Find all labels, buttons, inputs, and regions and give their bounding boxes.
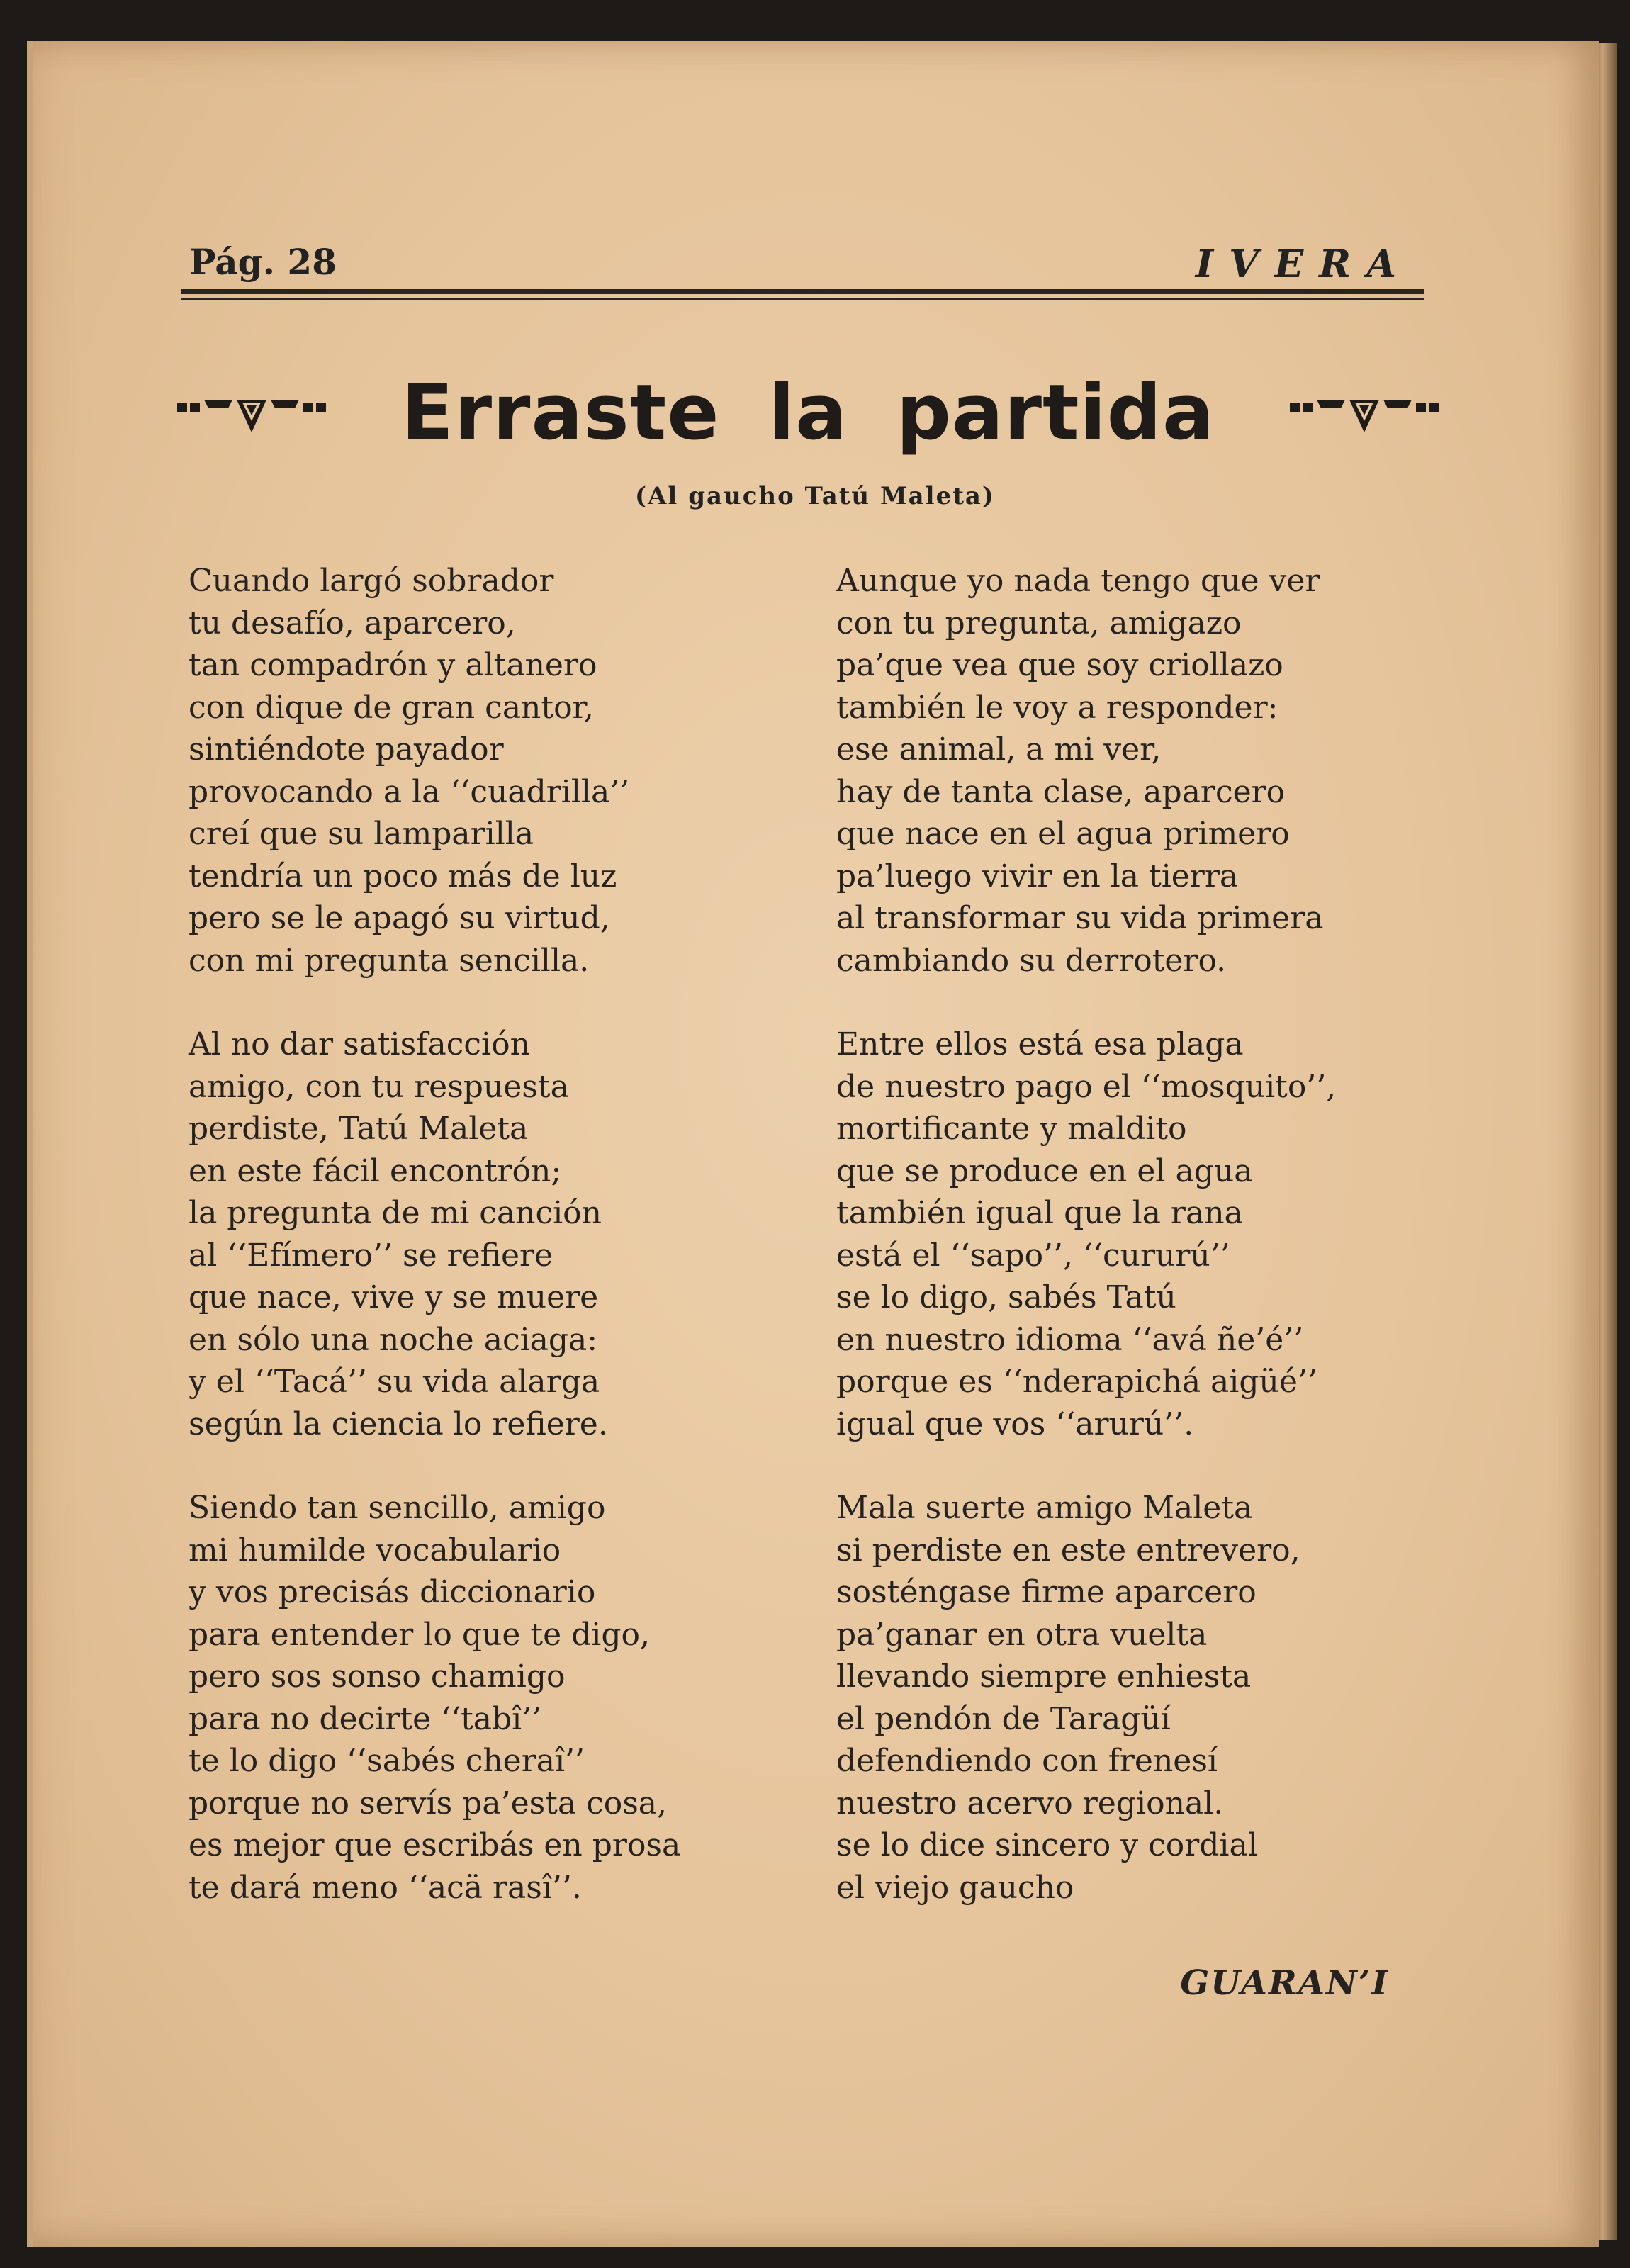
magazine-name: IVERA xyxy=(1195,241,1412,286)
verse-line: tu desafío, aparcero, xyxy=(189,605,516,641)
verse-line: se lo digo, sabés Tatú xyxy=(836,1279,1176,1315)
verse-line: creí que su lamparilla xyxy=(189,816,534,852)
header-rule-thick xyxy=(181,289,1424,294)
verse-line: pa’luego vivir en la tierra xyxy=(836,858,1239,894)
verse-line: pa’ganar en otra vuelta xyxy=(836,1616,1208,1653)
verse-line: Entre ellos está esa plaga xyxy=(836,1026,1244,1062)
verse-line: Al no dar satisfacción xyxy=(189,1026,530,1062)
verse-line: Mala suerte amigo Maleta xyxy=(836,1490,1253,1526)
verse-line: Cuando largó sobrador xyxy=(189,563,554,599)
verse-line: porque es ‘‘nderapichá aigüé’’ xyxy=(836,1364,1317,1400)
header-rule-thin xyxy=(181,298,1424,300)
verse-line: sosténgase firme aparcero xyxy=(836,1574,1257,1610)
verse-line: el viejo gaucho xyxy=(836,1869,1074,1906)
verse-line: para entender lo que te digo, xyxy=(189,1616,650,1653)
verse-line: y el ‘‘Tacá’’ su vida alarga xyxy=(189,1364,600,1400)
verse-line: ese animal, a mi ver, xyxy=(836,731,1162,768)
left-column xyxy=(189,560,798,1950)
article-title: Erraste la partida xyxy=(401,369,1215,457)
verse-line: sintiéndote payador xyxy=(189,731,504,768)
verse-line: que nace, vive y se muere xyxy=(189,1279,599,1315)
verse-line: pa’que vea que soy criollazo xyxy=(836,647,1283,683)
verse-line: el pendón de Taragüí xyxy=(836,1700,1171,1737)
verse-line: de nuestro pago el ‘‘mosquito’’, xyxy=(836,1068,1337,1105)
verse-line: mortificante y maldito xyxy=(836,1111,1187,1147)
right-column xyxy=(836,560,1446,1950)
stanza xyxy=(189,560,798,982)
stanza xyxy=(836,560,1446,982)
verse-line: en nuestro idioma ‘‘avá ñe’é’’ xyxy=(836,1321,1304,1358)
verse-line: llevando siempre enhiesta xyxy=(836,1658,1252,1695)
stanza xyxy=(836,1023,1446,1445)
verse-line: te lo digo ‘‘sabés cheraî’’ xyxy=(189,1743,585,1779)
verse-line: al ‘‘Efímero’’ se refiere xyxy=(189,1237,553,1274)
verse-line: para no decirte ‘‘tabî’’ xyxy=(189,1700,542,1737)
verse-line: que se produce en el agua xyxy=(836,1152,1253,1189)
verse-line: defendiendo con frenesí xyxy=(836,1743,1218,1779)
verse-line: hay de tanta clase, aparcero xyxy=(836,773,1286,810)
verse-line: si perdiste en este entrevero, xyxy=(836,1532,1300,1568)
verse-line: está el ‘‘sapo’’, ‘‘cururú’’ xyxy=(836,1237,1230,1274)
verse-line: es mejor que escribás en prosa xyxy=(189,1827,681,1863)
verse-line: y vos precisás diccionario xyxy=(189,1574,596,1610)
article-subtitle: (Al gaucho Tatú Maleta) xyxy=(634,482,996,510)
verse-line: provocando a la ‘‘cuadrilla’’ xyxy=(189,773,630,810)
verse-line: Siendo tan sencillo, amigo xyxy=(189,1490,606,1526)
verse-line: con dique de gran cantor, xyxy=(189,689,594,726)
verse-line: según la ciencia lo refiere. xyxy=(189,1405,608,1442)
verse-line: con mi pregunta sencilla. xyxy=(189,942,590,979)
verse-line: pero se le apagó su virtud, xyxy=(189,900,610,936)
title-row xyxy=(177,369,1439,468)
verse-line: mi humilde vocabulario xyxy=(189,1532,561,1568)
verse-line: amigo, con tu respuesta xyxy=(189,1068,569,1105)
verse-line: se lo dice sincero y cordial xyxy=(836,1827,1258,1863)
verse-line: cambiando su derrotero. xyxy=(836,942,1227,979)
verse-line: también igual que la rana xyxy=(836,1195,1243,1231)
verse-line: pero sos sonso chamigo xyxy=(189,1658,566,1695)
verse-line: igual que vos ‘‘arurú’’. xyxy=(836,1405,1194,1442)
stanza xyxy=(189,1487,798,1909)
verse-line: tan compadrón y altanero xyxy=(189,647,597,683)
stanza xyxy=(836,1487,1446,1909)
verse-line: también le voy a responder: xyxy=(836,689,1278,726)
author-signature: GUARAN’I xyxy=(1180,1963,1389,2003)
verse-line: perdiste, Tatú Maleta xyxy=(189,1111,529,1147)
verse-line: Aunque yo nada tengo que ver xyxy=(836,563,1320,599)
verse-line: tendría un poco más de luz xyxy=(189,858,617,894)
page-header xyxy=(159,235,1424,292)
verse-line: nuestro acervo regional. xyxy=(836,1785,1224,1821)
verse-line: la pregunta de mi canción xyxy=(189,1195,602,1231)
verse-line: en este fácil encontrón; xyxy=(189,1152,562,1189)
page-number: Pág. 28 xyxy=(189,241,337,283)
verse-line: te dará meno ‘‘acä rasî’’. xyxy=(189,1869,582,1906)
verse-line: con tu pregunta, amigazo xyxy=(836,605,1242,641)
stanza xyxy=(189,1023,798,1445)
verse-line: en sólo una noche aciaga: xyxy=(189,1321,598,1358)
ornament-right-icon xyxy=(1290,384,1439,441)
verse-line: que nace en el agua primero xyxy=(836,816,1290,852)
verse-line: porque no servís pa’esta cosa, xyxy=(189,1785,668,1821)
verse-line: al transformar su vida primera xyxy=(836,900,1324,936)
